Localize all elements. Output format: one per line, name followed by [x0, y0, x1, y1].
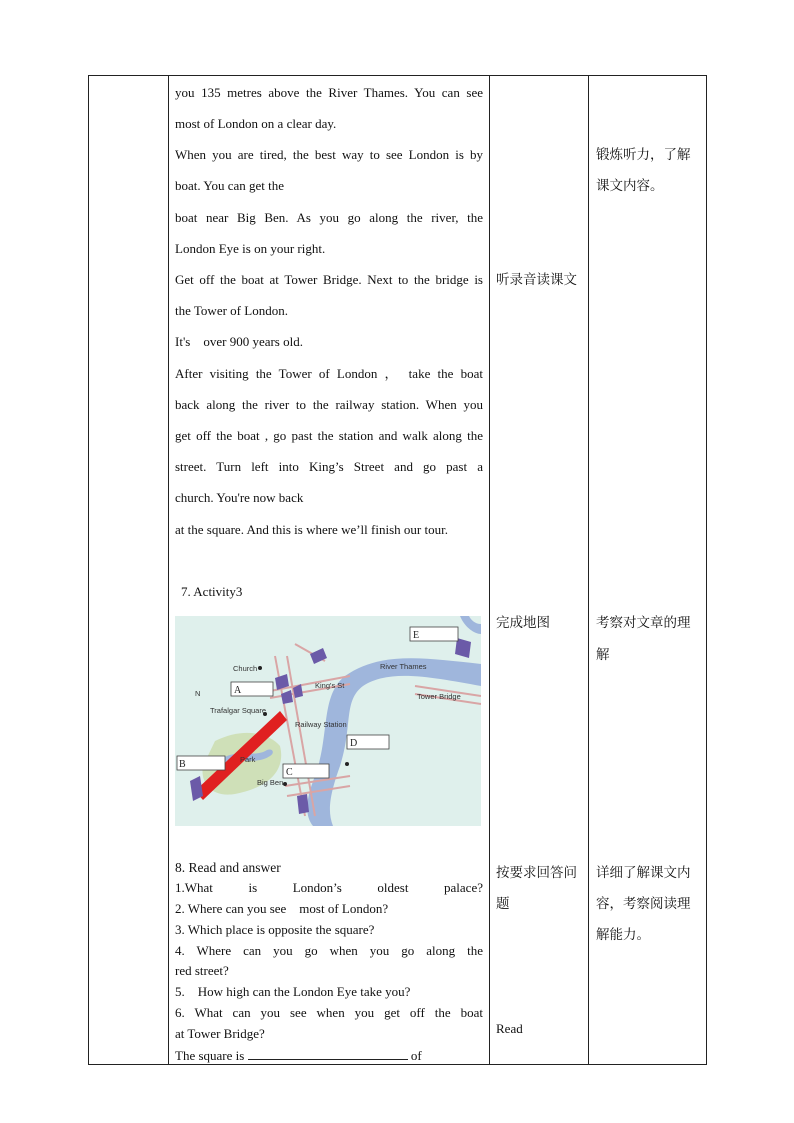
map-label-park: Park [240, 755, 256, 764]
box-label-a: A [234, 685, 242, 696]
passage-line: boat near Big Ben. As you go along the river, the [175, 210, 483, 225]
map-label-big-ben: Big Ben [257, 778, 284, 787]
question-item: red street? [175, 963, 229, 978]
answer-blank[interactable] [248, 1047, 408, 1060]
passage-line: most of London on a clear day. [175, 116, 337, 131]
fill-suffix: of [410, 1048, 422, 1063]
question-item: 5. How high can the London Eye take you? [175, 984, 411, 999]
question-item: at Tower Bridge? [175, 1026, 265, 1041]
box-label-d: D [350, 738, 358, 749]
passage-line: the Tower of London. [175, 303, 288, 318]
map-label-kings-st: King's St [315, 681, 345, 690]
map-label-tower-bridge: Tower Bridge [417, 692, 461, 701]
passage-line: get off the boat , go past the station and walk along the [175, 428, 483, 443]
passage-line: you 135 metres above the River Thames. You can see [175, 85, 483, 100]
purpose-text: 解能力。 [596, 927, 650, 943]
map-dot [258, 666, 262, 670]
question-item: 4. Where can you go when you go along the [175, 943, 483, 958]
map-label-trafalgar: Trafalgar Square [210, 706, 267, 715]
lesson-table [88, 75, 707, 1065]
question-item: 1.What is London’s oldest palace? [175, 880, 483, 895]
question-item: 3. Which place is opposite the square? [175, 922, 375, 937]
activity3-title: 7. Activity3 [181, 584, 243, 599]
purpose-text: 考察对文章的理 [596, 615, 691, 631]
questions-title: 8. Read and answer [175, 860, 281, 875]
purpose-text: 详细了解课文内 [596, 865, 691, 881]
activity-listen: 听录音读课文 [496, 272, 577, 288]
passage-line: street. Turn left into King’s Street and go past a [175, 459, 483, 474]
building [297, 794, 309, 814]
activity-answer: 按要求回答问 [496, 865, 577, 881]
north-arrow: N [195, 689, 201, 698]
activity-answer: 题 [496, 896, 510, 912]
map-label-river: River Thames [380, 662, 427, 671]
passage-line: It's over 900 years old. [175, 334, 303, 349]
question-item: 2. Where can you see most of London? [175, 901, 389, 916]
purpose-text: 解 [596, 647, 610, 663]
passage-line: church. You're now back [175, 490, 304, 505]
purpose-text: 锻炼听力，了解 [596, 147, 691, 163]
map-dot [345, 762, 349, 766]
map-dot [283, 782, 287, 786]
passage-line: Get off the boat at Tower Bridge. Next to the bridge is [175, 272, 483, 287]
passage-line: boat. You can get the [175, 178, 285, 193]
box-label-e: E [413, 630, 420, 641]
london-map-svg [175, 616, 481, 826]
box-label-c: C [286, 767, 293, 778]
box-label-b: B [179, 759, 186, 770]
map-label-church: Church [233, 664, 258, 673]
purpose-text: 容，考察阅读理 [596, 896, 691, 912]
activity-column [490, 76, 588, 1064]
purpose-column [589, 76, 707, 1064]
passage-line: at the square. And this is where we’ll finish our tour. [175, 522, 448, 537]
map-label-railway: Railway Station [295, 720, 347, 729]
fill-in-sentence [175, 1047, 483, 1064]
purpose-text: 课文内容。 [596, 178, 664, 194]
fill-prefix: The square is [175, 1048, 245, 1063]
content-column [169, 76, 489, 1064]
passage-line: When you are tired, the best way to see London is by [175, 147, 483, 162]
activity-read: Read [496, 1021, 523, 1036]
activity-map: 完成地图 [496, 615, 550, 631]
london-map [175, 616, 481, 826]
passage-line: After visiting the Tower of London ， take the boat [175, 366, 483, 381]
question-item: 6. What can you see when you get off the boat [175, 1005, 483, 1020]
passage-line: back along the river to the railway station. When you [175, 397, 483, 412]
passage-line: London Eye is on your right. [175, 241, 326, 256]
